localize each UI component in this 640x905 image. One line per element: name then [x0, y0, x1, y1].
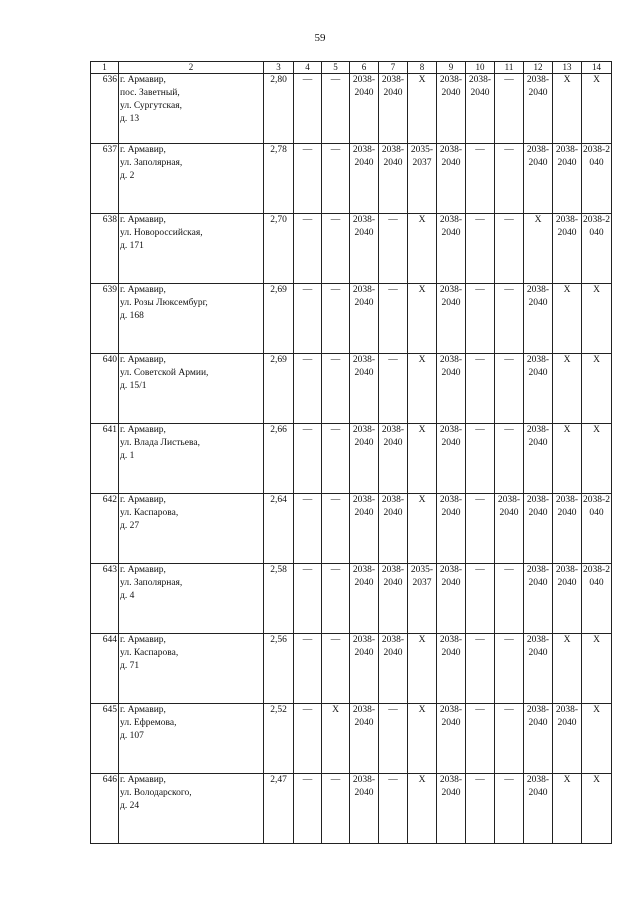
- period-cell: —: [466, 284, 495, 354]
- period-cell: —: [379, 284, 408, 354]
- period-cell: 2038-2040: [350, 284, 379, 354]
- period-cell: X: [582, 774, 612, 844]
- period-cell: X: [582, 74, 612, 144]
- address-cell: [119, 144, 264, 214]
- address-cell: [119, 634, 264, 704]
- column-header: 3: [264, 62, 294, 74]
- address-line: д. 1: [120, 451, 135, 461]
- period-cell: X: [408, 354, 437, 424]
- address-line: ул. Заполярная,: [120, 158, 183, 168]
- table-row: [91, 704, 612, 774]
- period-cell: —: [495, 144, 524, 214]
- address-line: д. 27: [120, 521, 140, 531]
- period-cell: —: [466, 214, 495, 284]
- address-line: г. Армавир,: [120, 705, 166, 715]
- period-cell: 2038-2040: [582, 564, 612, 634]
- period-cell: —: [322, 354, 350, 424]
- period-cell: 2038-2040: [437, 284, 466, 354]
- address-line: д. 71: [120, 661, 140, 671]
- index-value-cell: 2,70: [264, 214, 294, 284]
- period-cell: X: [553, 354, 582, 424]
- address-line: ул. Новороссийская,: [120, 228, 203, 238]
- period-cell: 2035-2037: [408, 564, 437, 634]
- period-cell: —: [466, 774, 495, 844]
- period-cell: 2038-2040: [437, 634, 466, 704]
- address-line: ул. Володарского,: [120, 788, 192, 798]
- index-value-cell: 2,56: [264, 634, 294, 704]
- period-cell: —: [379, 214, 408, 284]
- column-header: 4: [294, 62, 322, 74]
- period-cell: —: [495, 284, 524, 354]
- period-cell: —: [466, 564, 495, 634]
- address-line: г. Армавир,: [120, 635, 166, 645]
- column-header: 1: [91, 62, 119, 74]
- period-cell: —: [322, 74, 350, 144]
- period-cell: 2038-2040: [437, 494, 466, 564]
- period-cell: 2038-2040: [437, 144, 466, 214]
- period-cell: —: [294, 424, 322, 494]
- period-cell: —: [294, 284, 322, 354]
- period-cell: 2038-2040: [437, 214, 466, 284]
- period-cell: 2038-2040: [437, 704, 466, 774]
- period-cell: —: [466, 494, 495, 564]
- column-header: 11: [495, 62, 524, 74]
- table-row: [91, 774, 612, 844]
- period-cell: 2038-2040: [379, 424, 408, 494]
- page-number: 59: [314, 32, 326, 44]
- period-cell: X: [582, 354, 612, 424]
- period-cell: —: [294, 494, 322, 564]
- period-cell: 2038-2040: [553, 494, 582, 564]
- index-value-cell: 2,64: [264, 494, 294, 564]
- column-header: 9: [437, 62, 466, 74]
- period-cell: X: [408, 214, 437, 284]
- period-cell: X: [582, 704, 612, 774]
- period-cell: X: [524, 214, 553, 284]
- address-line: пос. Заветный,: [120, 88, 180, 98]
- address-cell: [119, 214, 264, 284]
- address-line: г. Армавир,: [120, 75, 166, 85]
- period-cell: 2038-2040: [350, 774, 379, 844]
- period-cell: 2035-2037: [408, 144, 437, 214]
- index-value-cell: 2,78: [264, 144, 294, 214]
- period-cell: X: [408, 494, 437, 564]
- address-cell: [119, 284, 264, 354]
- row-number: 636: [91, 74, 119, 144]
- table-row: [91, 354, 612, 424]
- address-line: г. Армавир,: [120, 355, 166, 365]
- period-cell: X: [553, 774, 582, 844]
- period-cell: 2038-2040: [524, 774, 553, 844]
- period-cell: —: [495, 424, 524, 494]
- period-cell: —: [294, 214, 322, 284]
- period-cell: X: [408, 74, 437, 144]
- period-cell: 2038-2040: [437, 74, 466, 144]
- period-cell: —: [322, 634, 350, 704]
- period-cell: —: [495, 354, 524, 424]
- row-number: 643: [91, 564, 119, 634]
- period-cell: —: [466, 634, 495, 704]
- period-cell: 2038-2040: [437, 424, 466, 494]
- address-line: д. 4: [120, 591, 135, 601]
- address-line: д. 168: [120, 311, 144, 321]
- address-line: д. 107: [120, 731, 144, 741]
- period-cell: —: [322, 284, 350, 354]
- period-cell: 2038-2040: [379, 634, 408, 704]
- period-cell: 2038-2040: [437, 354, 466, 424]
- period-cell: —: [294, 704, 322, 774]
- period-cell: 2038-2040: [379, 564, 408, 634]
- period-cell: —: [495, 704, 524, 774]
- period-cell: 2038-2040: [350, 494, 379, 564]
- row-number: 642: [91, 494, 119, 564]
- period-cell: 2038-2040: [437, 774, 466, 844]
- period-cell: 2038-2040: [524, 354, 553, 424]
- address-line: ул. Каспарова,: [120, 648, 179, 658]
- address-line: ул. Розы Люксембург,: [120, 298, 208, 308]
- period-cell: —: [379, 704, 408, 774]
- address-cell: [119, 424, 264, 494]
- table-row: [91, 214, 612, 284]
- period-cell: 2038-2040: [553, 704, 582, 774]
- address-cell: [119, 704, 264, 774]
- address-line: д. 24: [120, 801, 140, 811]
- address-line: ул. Заполярная,: [120, 578, 183, 588]
- address-line: г. Армавир,: [120, 565, 166, 575]
- column-header: 12: [524, 62, 553, 74]
- period-cell: —: [294, 774, 322, 844]
- period-cell: X: [553, 634, 582, 704]
- period-cell: —: [379, 354, 408, 424]
- address-line: ул. Каспарова,: [120, 508, 179, 518]
- address-line: г. Армавир,: [120, 215, 166, 225]
- address-line: д. 13: [120, 114, 140, 124]
- period-cell: X: [408, 634, 437, 704]
- period-cell: 2038-2040: [582, 214, 612, 284]
- period-cell: X: [553, 424, 582, 494]
- period-cell: 2038-2040: [466, 74, 495, 144]
- period-cell: X: [582, 284, 612, 354]
- period-cell: 2038-2040: [553, 564, 582, 634]
- period-cell: 2038-2040: [524, 74, 553, 144]
- address-cell: [119, 494, 264, 564]
- period-cell: —: [495, 774, 524, 844]
- period-cell: 2038-2040: [524, 494, 553, 564]
- table-row: [91, 424, 612, 494]
- period-cell: X: [322, 704, 350, 774]
- period-cell: —: [294, 634, 322, 704]
- column-header: 8: [408, 62, 437, 74]
- period-cell: X: [408, 774, 437, 844]
- period-cell: —: [294, 74, 322, 144]
- address-line: г. Армавир,: [120, 145, 166, 155]
- address-line: г. Армавир,: [120, 285, 166, 295]
- period-cell: X: [582, 634, 612, 704]
- period-cell: 2038-2040: [350, 634, 379, 704]
- period-cell: X: [408, 424, 437, 494]
- table-row: [91, 494, 612, 564]
- period-cell: —: [322, 214, 350, 284]
- period-cell: —: [322, 424, 350, 494]
- period-cell: 2038-2040: [379, 74, 408, 144]
- period-cell: 2038-2040: [524, 564, 553, 634]
- period-cell: 2038-2040: [582, 144, 612, 214]
- table-row: [91, 74, 612, 144]
- column-header: 7: [379, 62, 408, 74]
- address-line: г. Армавир,: [120, 425, 166, 435]
- period-cell: 2038-2040: [582, 494, 612, 564]
- address-line: ул. Советской Армии,: [120, 368, 209, 378]
- address-line: г. Армавир,: [120, 495, 166, 505]
- period-cell: —: [294, 144, 322, 214]
- period-cell: 2038-2040: [524, 424, 553, 494]
- period-cell: 2038-2040: [524, 704, 553, 774]
- index-value-cell: 2,52: [264, 704, 294, 774]
- table-row: [91, 564, 612, 634]
- period-cell: —: [294, 354, 322, 424]
- period-cell: —: [322, 144, 350, 214]
- period-cell: 2038-2040: [350, 564, 379, 634]
- row-number: 640: [91, 354, 119, 424]
- index-value-cell: 2,69: [264, 354, 294, 424]
- address-line: ул. Сургутская,: [120, 101, 182, 111]
- period-cell: —: [466, 424, 495, 494]
- address-cell: [119, 774, 264, 844]
- column-header: 10: [466, 62, 495, 74]
- period-cell: 2038-2040: [495, 494, 524, 564]
- address-cell: [119, 354, 264, 424]
- period-cell: —: [379, 774, 408, 844]
- period-cell: X: [408, 284, 437, 354]
- address-line: д. 2: [120, 171, 135, 181]
- period-cell: 2038-2040: [350, 354, 379, 424]
- address-line: г. Армавир,: [120, 775, 166, 785]
- period-cell: 2038-2040: [379, 144, 408, 214]
- row-number: 645: [91, 704, 119, 774]
- period-cell: 2038-2040: [553, 214, 582, 284]
- period-cell: —: [495, 634, 524, 704]
- period-cell: —: [322, 494, 350, 564]
- column-header: 14: [582, 62, 612, 74]
- column-header: 6: [350, 62, 379, 74]
- period-cell: —: [322, 774, 350, 844]
- table-row: [91, 284, 612, 354]
- period-cell: 2038-2040: [524, 634, 553, 704]
- row-number: 646: [91, 774, 119, 844]
- period-cell: 2038-2040: [437, 564, 466, 634]
- period-cell: —: [466, 144, 495, 214]
- period-cell: —: [294, 564, 322, 634]
- period-cell: 2038-2040: [350, 214, 379, 284]
- index-value-cell: 2,47: [264, 774, 294, 844]
- period-cell: —: [495, 214, 524, 284]
- index-value-cell: 2,58: [264, 564, 294, 634]
- table-row: [91, 634, 612, 704]
- period-cell: X: [553, 74, 582, 144]
- period-cell: —: [495, 564, 524, 634]
- row-number: 639: [91, 284, 119, 354]
- period-cell: —: [495, 74, 524, 144]
- period-cell: —: [466, 704, 495, 774]
- header-row: [91, 62, 612, 74]
- address-line: ул. Влада Листьева,: [120, 438, 200, 448]
- register-table: [90, 61, 612, 844]
- row-number: 637: [91, 144, 119, 214]
- address-line: д. 15/1: [120, 381, 147, 391]
- index-value-cell: 2,66: [264, 424, 294, 494]
- period-cell: 2038-2040: [350, 144, 379, 214]
- period-cell: —: [466, 354, 495, 424]
- row-number: 641: [91, 424, 119, 494]
- period-cell: 2038-2040: [379, 494, 408, 564]
- address-cell: [119, 74, 264, 144]
- period-cell: 2038-2040: [350, 704, 379, 774]
- period-cell: X: [553, 284, 582, 354]
- period-cell: 2038-2040: [524, 284, 553, 354]
- address-line: ул. Ефремова,: [120, 718, 177, 728]
- period-cell: —: [322, 564, 350, 634]
- period-cell: X: [582, 424, 612, 494]
- period-cell: 2038-2040: [350, 424, 379, 494]
- address-cell: [119, 564, 264, 634]
- column-header: 2: [119, 62, 264, 74]
- index-value-cell: 2,80: [264, 74, 294, 144]
- period-cell: X: [408, 704, 437, 774]
- column-header: 13: [553, 62, 582, 74]
- address-line: д. 171: [120, 241, 144, 251]
- index-value-cell: 2,69: [264, 284, 294, 354]
- table-row: [91, 144, 612, 214]
- period-cell: 2038-2040: [553, 144, 582, 214]
- period-cell: 2038-2040: [350, 74, 379, 144]
- row-number: 638: [91, 214, 119, 284]
- row-number: 644: [91, 634, 119, 704]
- column-header: 5: [322, 62, 350, 74]
- period-cell: 2038-2040: [524, 144, 553, 214]
